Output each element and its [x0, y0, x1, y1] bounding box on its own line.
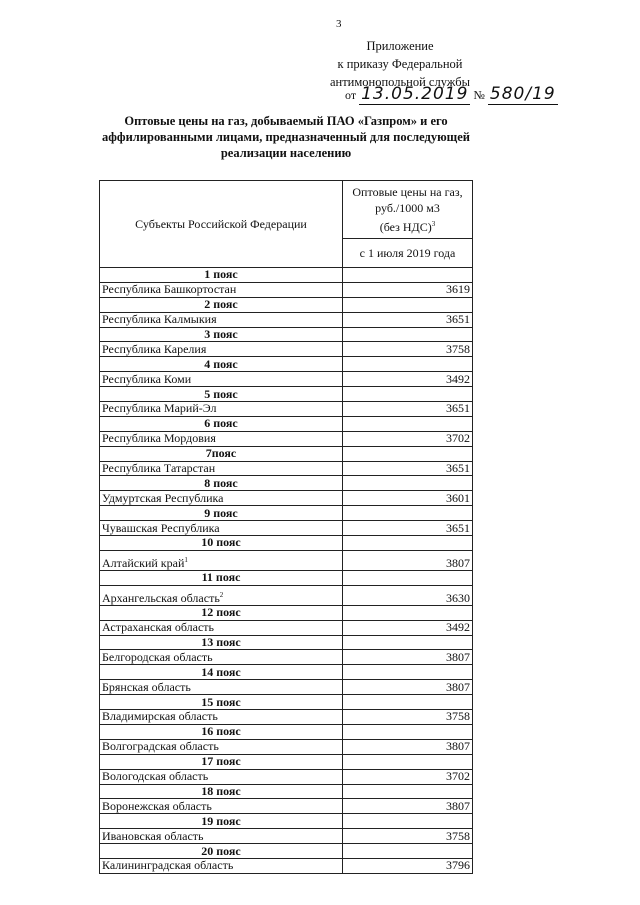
- region-row: [100, 521, 473, 536]
- zone-label: 6 пояс: [100, 416, 343, 431]
- region-row: [100, 342, 473, 357]
- region-name: Ивановская область: [102, 828, 204, 843]
- region-name: Воронежская область: [102, 798, 212, 813]
- price-value: 3807: [343, 650, 473, 665]
- region-cell: [100, 402, 343, 417]
- table-header-row: [100, 181, 473, 239]
- price-value: 3702: [343, 769, 473, 784]
- region-cell: [100, 550, 343, 570]
- region-cell: [100, 372, 343, 387]
- region-cell: [100, 829, 343, 844]
- price-value: 3807: [343, 680, 473, 695]
- price-value: 3796: [343, 858, 473, 873]
- zone-empty-cell: [343, 784, 473, 799]
- zone-empty-cell: [343, 327, 473, 342]
- price-value: 3651: [343, 312, 473, 327]
- region-name: Алтайский край: [102, 555, 185, 570]
- zone-row: [100, 476, 473, 491]
- zone-empty-cell: [343, 635, 473, 650]
- zone-row: [100, 784, 473, 799]
- zone-empty-cell: [343, 605, 473, 620]
- zone-label: 8 пояс: [100, 476, 343, 491]
- number-prefix: №: [473, 88, 485, 102]
- region-name: Вологодская область: [102, 769, 209, 784]
- region-name: Республика Татарстан: [102, 461, 216, 476]
- region-cell: [100, 461, 343, 476]
- zone-label: 14 пояс: [100, 665, 343, 680]
- zone-empty-cell: [343, 357, 473, 372]
- region-row: [100, 650, 473, 665]
- page-number: 3: [336, 18, 342, 30]
- zone-empty-cell: [343, 695, 473, 710]
- zone-label: 10 пояс: [100, 536, 343, 551]
- zone-label: 1 пояс: [100, 268, 343, 283]
- region-row: [100, 402, 473, 417]
- region-cell: [100, 858, 343, 873]
- col-price-header-line3: (без НДС): [379, 220, 432, 234]
- zone-row: [100, 754, 473, 769]
- price-value: 3702: [343, 431, 473, 446]
- region-cell: [100, 769, 343, 784]
- price-value: 3651: [343, 521, 473, 536]
- region-cell: [100, 521, 343, 536]
- zone-row: [100, 695, 473, 710]
- zone-row: [100, 814, 473, 829]
- region-row: [100, 858, 473, 873]
- appendix-line-1: Приложение: [366, 39, 434, 53]
- region-cell: [100, 431, 343, 446]
- document-title: Оптовые цены на газ, добываемый ПАО «Газпром» и его аффилированными лицами, предназначенный для последующей реализации населению: [102, 114, 470, 160]
- zone-label: 12 пояс: [100, 605, 343, 620]
- region-cell: [100, 620, 343, 635]
- price-value: 3492: [343, 372, 473, 387]
- footnote-mark: 2: [219, 590, 224, 599]
- region-cell: [100, 680, 343, 695]
- zone-empty-cell: [343, 446, 473, 461]
- price-value: 3630: [343, 585, 473, 605]
- price-value: 3807: [343, 799, 473, 814]
- region-cell: [100, 585, 343, 605]
- price-table: [99, 180, 473, 874]
- zone-label: 18 пояс: [100, 784, 343, 799]
- region-row: [100, 739, 473, 754]
- region-cell: [100, 312, 343, 327]
- zone-label: 17 пояс: [100, 754, 343, 769]
- region-name: Архангельская область: [102, 590, 220, 605]
- region-name: Республика Мордовия: [102, 431, 216, 446]
- region-name: Республика Башкортостан: [102, 282, 237, 297]
- region-row: [100, 550, 473, 570]
- zone-empty-cell: [343, 754, 473, 769]
- zone-row: [100, 844, 473, 859]
- region-row: [100, 620, 473, 635]
- zone-row: [100, 357, 473, 372]
- region-cell: [100, 282, 343, 297]
- price-value: 3601: [343, 491, 473, 506]
- zone-empty-cell: [343, 536, 473, 551]
- region-row: [100, 282, 473, 297]
- region-row: [100, 710, 473, 725]
- footnote-mark: 1: [184, 555, 188, 564]
- region-name: Республика Калмыкия: [102, 312, 217, 327]
- zone-row: [100, 724, 473, 739]
- appendix-line-2: к приказу Федеральной: [337, 57, 463, 71]
- region-name: Астраханская область: [102, 620, 214, 635]
- order-date-number: [345, 84, 558, 104]
- zone-row: [100, 268, 473, 283]
- col-price-date: с 1 июля 2019 года: [343, 239, 473, 268]
- region-name: Удмуртская Республика: [102, 490, 224, 505]
- zone-row: [100, 446, 473, 461]
- zone-label: 3 пояс: [100, 327, 343, 342]
- price-value: 3758: [343, 829, 473, 844]
- zone-empty-cell: [343, 665, 473, 680]
- appendix-header: [300, 37, 500, 91]
- region-name: Чувашская Республика: [102, 520, 220, 535]
- price-value: 3807: [343, 550, 473, 570]
- col-price-header-line1: Оптовые цены на газ,: [352, 185, 463, 199]
- zone-label: 7пояс: [100, 446, 343, 461]
- zone-empty-cell: [343, 268, 473, 283]
- zone-label: 11 пояс: [100, 570, 343, 585]
- region-row: [100, 312, 473, 327]
- zone-label: 4 пояс: [100, 357, 343, 372]
- zone-row: [100, 635, 473, 650]
- region-row: [100, 829, 473, 844]
- region-row: [100, 461, 473, 476]
- zone-label: 19 пояс: [100, 814, 343, 829]
- zone-row: [100, 416, 473, 431]
- region-name: Брянская область: [102, 679, 191, 694]
- zone-empty-cell: [343, 297, 473, 312]
- region-cell: [100, 342, 343, 357]
- price-value: 3758: [343, 710, 473, 725]
- region-row: [100, 769, 473, 784]
- zone-empty-cell: [343, 814, 473, 829]
- zone-empty-cell: [343, 844, 473, 859]
- price-value: 3492: [343, 620, 473, 635]
- region-row: [100, 585, 473, 605]
- region-name: Республика Коми: [102, 371, 192, 386]
- date-prefix: от: [345, 88, 357, 102]
- appendix-line-3: антимонопольной службы: [329, 75, 471, 89]
- region-name: Республика Марий-Эл: [102, 401, 217, 416]
- zone-row: [100, 536, 473, 551]
- region-name: Владимирская область: [102, 709, 218, 724]
- region-name: Республика Карелия: [102, 341, 207, 356]
- zone-empty-cell: [343, 416, 473, 431]
- region-name: Белгородская область: [102, 649, 213, 664]
- order-number: 580/19: [489, 84, 556, 104]
- zone-label: 2 пояс: [100, 297, 343, 312]
- zone-row: [100, 327, 473, 342]
- zone-label: 13 пояс: [100, 635, 343, 650]
- zone-label: 20 пояс: [100, 844, 343, 859]
- zone-row: [100, 605, 473, 620]
- price-value: 3758: [343, 342, 473, 357]
- region-row: [100, 491, 473, 506]
- region-cell: [100, 799, 343, 814]
- region-name: Калининградская область: [102, 858, 234, 873]
- order-date: 13.05.2019: [361, 84, 469, 104]
- region-cell: [100, 650, 343, 665]
- col-region-header: Субъекты Российской Федерации: [100, 181, 343, 268]
- zone-empty-cell: [343, 476, 473, 491]
- zone-row: [100, 387, 473, 402]
- zone-row: [100, 570, 473, 585]
- zone-empty-cell: [343, 724, 473, 739]
- region-cell: [100, 710, 343, 725]
- zone-empty-cell: [343, 570, 473, 585]
- zone-label: 16 пояс: [100, 724, 343, 739]
- footnote-mark: 3: [431, 220, 436, 228]
- zone-row: [100, 665, 473, 680]
- region-row: [100, 431, 473, 446]
- region-cell: [100, 491, 343, 506]
- region-row: [100, 799, 473, 814]
- zone-row: [100, 506, 473, 521]
- zone-label: 9 пояс: [100, 506, 343, 521]
- zone-empty-cell: [343, 506, 473, 521]
- col-price-header: [343, 181, 473, 239]
- zone-label: 15 пояс: [100, 695, 343, 710]
- zone-label: 5 пояс: [100, 387, 343, 402]
- region-cell: [100, 739, 343, 754]
- price-value: 3651: [343, 461, 473, 476]
- region-row: [100, 372, 473, 387]
- col-price-header-line2: руб./1000 м3: [375, 201, 440, 215]
- price-value: 3807: [343, 739, 473, 754]
- price-value: 3619: [343, 282, 473, 297]
- zone-empty-cell: [343, 387, 473, 402]
- price-value: 3651: [343, 402, 473, 417]
- region-name: Волгоградская область: [102, 739, 219, 754]
- zone-row: [100, 297, 473, 312]
- region-row: [100, 680, 473, 695]
